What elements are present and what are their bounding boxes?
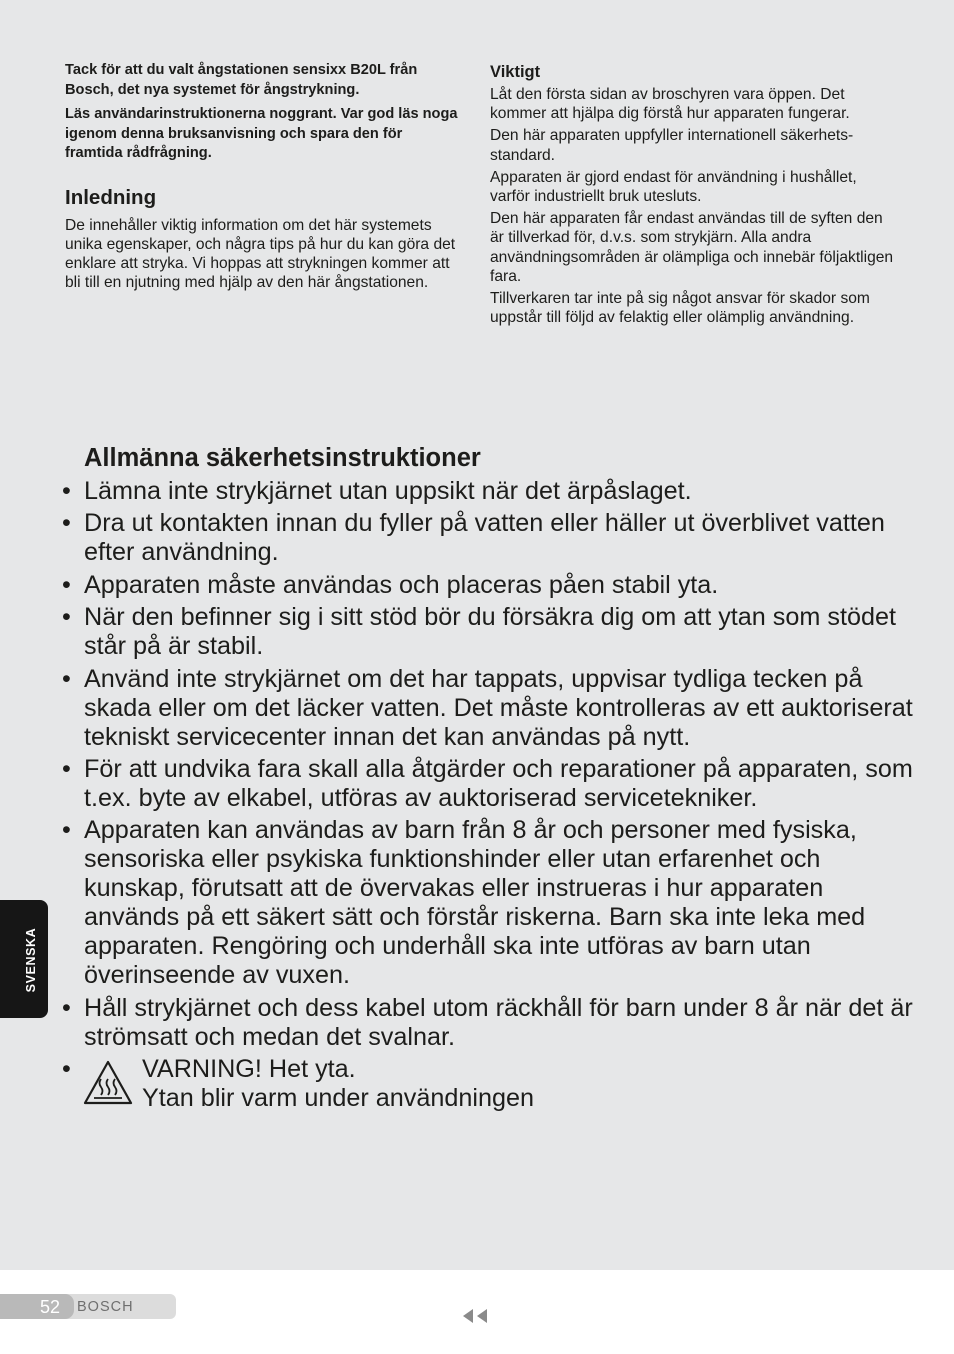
language-tab-label: SVENSKA — [24, 927, 38, 993]
page-number-box — [0, 1294, 74, 1319]
left-column — [65, 61, 460, 292]
bullet: • — [62, 664, 71, 693]
bullet: • — [62, 993, 71, 1022]
viktigt-paragraph: Den här apparaten får endast användas till de syften den är tillverkad för, d.v.s. som strykjärn. Alla andra användningsområden är olämpliga och innebär följaktligen fara. — [490, 210, 894, 285]
bullet: • — [62, 754, 71, 783]
safety-item-text: Lämna inte strykjärnet utan uppsikt när det ärpåslaget. — [84, 477, 692, 505]
bullet: • — [62, 816, 71, 845]
viktigt-paragraph: Den här apparaten uppfyller internationell säkerhets-standard. — [490, 127, 854, 164]
intro-read-instructions: Läs användarinstruktionerna noggrant. Var god läs noga igenom denna bruksanvisning och spara den för framtida rådfrågning. — [65, 106, 458, 161]
viktigt-paragraph: Tillverkaren tar inte på sig något ansvar för skador som uppstår till följd av felaktig eller olämplig användning. — [490, 290, 870, 327]
safety-list — [56, 477, 916, 1113]
inledning-body: De innehåller viktig information om det här systemets unika egenskaper, och några tips på hur du kan göra det enklare att stryka. Vi hoppas att strykningen kommer att bli till en njutning med hjälp av den här ångstationen. — [65, 216, 456, 292]
safety-item — [56, 816, 916, 990]
safety-item — [56, 571, 916, 600]
safety-item — [56, 755, 916, 813]
double-left-arrow-icon[interactable] — [463, 1309, 489, 1323]
intro-thanks: Tack för att du valt ångstationen sensixx B20L från Bosch, det nya systemet för ångstrykning. — [65, 62, 418, 98]
safety-item — [56, 994, 916, 1052]
safety-item-text: Apparaten kan användas av barn från 8 år och personer med fysiska, sensoriska eller psykiska funktionshinder eller utan erfarenhet och kunskap, förutsatt att de övervakas eller instrueras i hur apparaten används på ett säkert sätt och förstår riskerna. Barn ska inte leka med apparaten. Rengöring och underhåll ska inte utföras av barn utan överinseende av vuxen. — [84, 816, 866, 990]
safety-item-text: Använd inte strykjärnet om det har tappats, uppvisar tydliga tecken på skada eller om det läcker vatten. Det måste kontrolleras av ett auktoriserat tekniskt servicecenter innan det kan användas på nytt. — [84, 664, 913, 751]
bullet: • — [62, 570, 71, 599]
safety-item-warning — [56, 1055, 916, 1113]
safety-item — [56, 603, 916, 661]
safety-item-text: Dra ut kontakten innan du fyller på vatten eller häller ut överblivet vatten efter användning. — [84, 509, 885, 567]
section-heading-viktigt: Viktigt — [490, 63, 541, 81]
safety-item-text: När den befinner sig i sitt stöd bör du försäkra dig om att ytan som stödet står på är stabil. — [84, 603, 897, 661]
viktigt-paragraph: Apparaten är gjord endast för användning i hushållet, varför industriellt bruk utesluts. — [490, 168, 857, 206]
viktigt-paragraph: Låt den första sidan av broschyren vara öppen. Det kommer att hjälpa dig förstå hur apparaten fungerar. — [490, 86, 850, 123]
warning-title: VARNING! Het yta. — [142, 1055, 356, 1084]
bullet: • — [62, 509, 71, 538]
safety-item-text: Apparaten måste användas och placeras påen stabil yta. — [84, 570, 719, 599]
section-heading-inledning: Inledning — [65, 185, 157, 209]
safety-item-text: För att undvika fara skall alla åtgärder och reparationer på apparaten, som t.ex. byte av elkabel, utföras av auktoriserad servicetekniker. — [84, 754, 913, 812]
right-column — [490, 62, 895, 330]
safety-item — [56, 477, 916, 506]
safety-item — [56, 509, 916, 567]
bullet: • — [62, 477, 71, 505]
page-number: 52 — [40, 1297, 61, 1317]
warning-description: Ytan blir varm under användningen — [142, 1084, 535, 1113]
brand-name: BOSCH — [77, 1299, 134, 1315]
safety-item-text: Håll strykjärnet och dess kabel utom räckhåll för barn under 8 år när det är strömsatt och medan det svalnar. — [84, 993, 913, 1051]
bullet: • — [62, 603, 71, 632]
safety-section — [56, 441, 916, 1117]
safety-title: Allmänna säkerhetsinstruktioner — [84, 444, 481, 472]
safety-item — [56, 665, 916, 752]
bullet: • — [62, 1055, 71, 1084]
warning-text — [142, 1055, 534, 1113]
warning-row — [84, 1055, 916, 1113]
hot-surface-warning-icon — [82, 1059, 134, 1107]
